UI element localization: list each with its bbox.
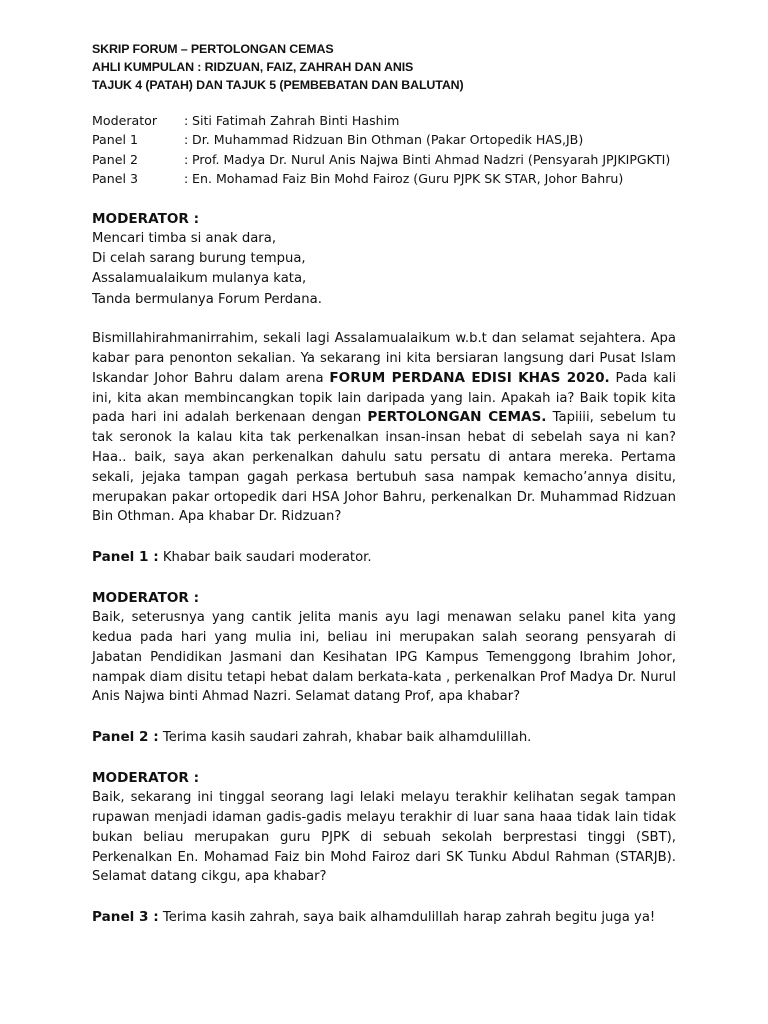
panel-role: Moderator xyxy=(92,113,158,128)
moderator-paragraph: Baik, seterusnya yang cantik jelita manis ayu lagi menawan selaku panel kita yang kedua pada hari yang mulia ini, beliau ini merupakan salah seorang pensyarah di Jabatan Pendidikan Jasmani dan Kesihatan IPG Kampus Temenggong Ibrahim Johor, nampak diam disitu tetapi hebat dalam berkata-kata , perkenalkan Prof Madya Dr. Nurul Anis Najwa binti Ahmad Nazri. Selamat datang Prof, apa khabar? xyxy=(92,610,676,705)
script-header xyxy=(92,40,676,94)
panel-row-moderator xyxy=(92,111,676,130)
speaker-label-moderator: MODERATOR : xyxy=(92,210,200,227)
intro-text: Bismillahirahmanirrahim, sekali lagi Assalamualaikum w.b.t dan selamat sejahtera. Apa kabar para penonton sekalian. Ya sekarang ini kita bersiaran langsung dari Pusat Islam Iskandar Johor Bahru dalam arena xyxy=(92,331,676,386)
panel-name: Siti Fatimah Zahrah Binti Hashim xyxy=(192,113,400,128)
pantun-verse xyxy=(92,229,676,311)
verse-line: Assalamualaikum mulanya kata, xyxy=(92,271,307,287)
panel-row-panel3 xyxy=(92,169,676,188)
verse-line: Tanda bermulanya Forum Perdana. xyxy=(92,291,322,307)
panel-role: Panel 3 xyxy=(92,171,138,187)
panel1-reply xyxy=(92,547,676,568)
panel-list xyxy=(92,111,676,189)
panel-row-panel2 xyxy=(92,150,676,169)
moderator-opening xyxy=(92,209,676,528)
panel-separator: : xyxy=(184,132,189,148)
header-topics: TAJUK 4 (PATAH) DAN TAJUK 5 (PEMBEBATAN DAN BALUTAN) xyxy=(92,78,464,92)
reply-text: Terima kasih zahrah, saya baik alhamdulillah harap zahrah begitu juga ya! xyxy=(158,910,656,926)
intro-text: Pada kali ini, kita akan membincangkan topik lain daripada yang lain. Apakah ia? Baik topik kita pada hari ini adalah berkenaan dengan xyxy=(92,370,677,426)
header-title: SKRIP FORUM – PERTOLONGAN CEMAS xyxy=(92,42,334,56)
forum-name-emphasis: FORUM PERDANA EDISI KHAS 2020. xyxy=(329,369,610,386)
speaker-label-panel2: Panel 2 : xyxy=(92,729,159,746)
speaker-label-panel3: Panel 3 : xyxy=(92,909,159,926)
intro-paragraph xyxy=(92,329,676,527)
panel-name: Prof. Madya Dr. Nurul Anis Najwa Binti Ahmad Nadzri (Pensyarah JPJKIPGKTI) xyxy=(192,151,671,167)
moderator-paragraph: Baik, sekarang ini tinggal seorang lagi lelaki melayu terakhir kelihatan segak tampan rupawan menjadi idaman gadis-gadis melayu terakhir di luar sana haaa tidak lain tidak bukan beliau merupakan guru PJPK di sebuah sekolah berprestasi tinggi (SBT), Perkenalkan En. Mohamad Faiz bin Mohd Fairoz dari SK Tunku Abdul Rahman (STARJB). Selamat datang cikgu, apa khabar? xyxy=(92,790,676,885)
speaker-label-moderator: MODERATOR : xyxy=(92,770,200,787)
moderator-intro-panel2 xyxy=(92,588,676,707)
reply-text: Khabar baik saudari moderator. xyxy=(158,550,372,566)
panel-separator: : xyxy=(184,113,189,128)
panel-role: Panel 1 xyxy=(92,132,138,148)
panel-separator: : xyxy=(184,171,189,187)
panel-separator: : xyxy=(184,151,189,167)
speaker-label-moderator: MODERATOR : xyxy=(92,590,200,607)
panel-role: Panel 2 xyxy=(92,151,138,167)
topic-emphasis: PERTOLONGAN CEMAS. xyxy=(367,409,547,426)
header-members: AHLI KUMPULAN : RIDZUAN, FAIZ, ZAHRAH DAN ANIS xyxy=(92,60,414,74)
panel-row-panel1 xyxy=(92,130,676,149)
panel2-reply xyxy=(92,727,676,748)
verse-line: Di celah sarang burung tempua, xyxy=(92,251,306,267)
panel3-reply xyxy=(92,907,676,928)
moderator-intro-panel3 xyxy=(92,768,676,887)
panel-name: En. Mohamad Faiz Bin Mohd Fairoz (Guru PJPK SK STAR, Johor Bahru) xyxy=(192,171,624,187)
speaker-label-panel1: Panel 1 : xyxy=(92,549,159,566)
panel-name: Dr. Muhammad Ridzuan Bin Othman (Pakar Ortopedik HAS,JB) xyxy=(192,132,584,148)
verse-line: Mencari timba si anak dara, xyxy=(92,230,277,246)
reply-text: Terima kasih saudari zahrah, khabar baik alhamdulillah. xyxy=(158,730,532,746)
intro-text: Tapiiii, sebelum tu tak seronok la kalau kita tak perkenalkan insan-insan hebat di sebelah saya ni kan? Haa.. baik, saya akan perkenalkan dahulu satu persatu di antara mereka. Pertama sekali, jejaka tampan gagah perkasa bertubuh sasa nampak kemacho’annya disitu, merupakan pakar ortopedik dari HSA Johor Bahru, perkenalkan Dr. Muhammad Ridzuan Bin Othman. Apa khabar Dr. Ridzuan? xyxy=(92,410,676,525)
